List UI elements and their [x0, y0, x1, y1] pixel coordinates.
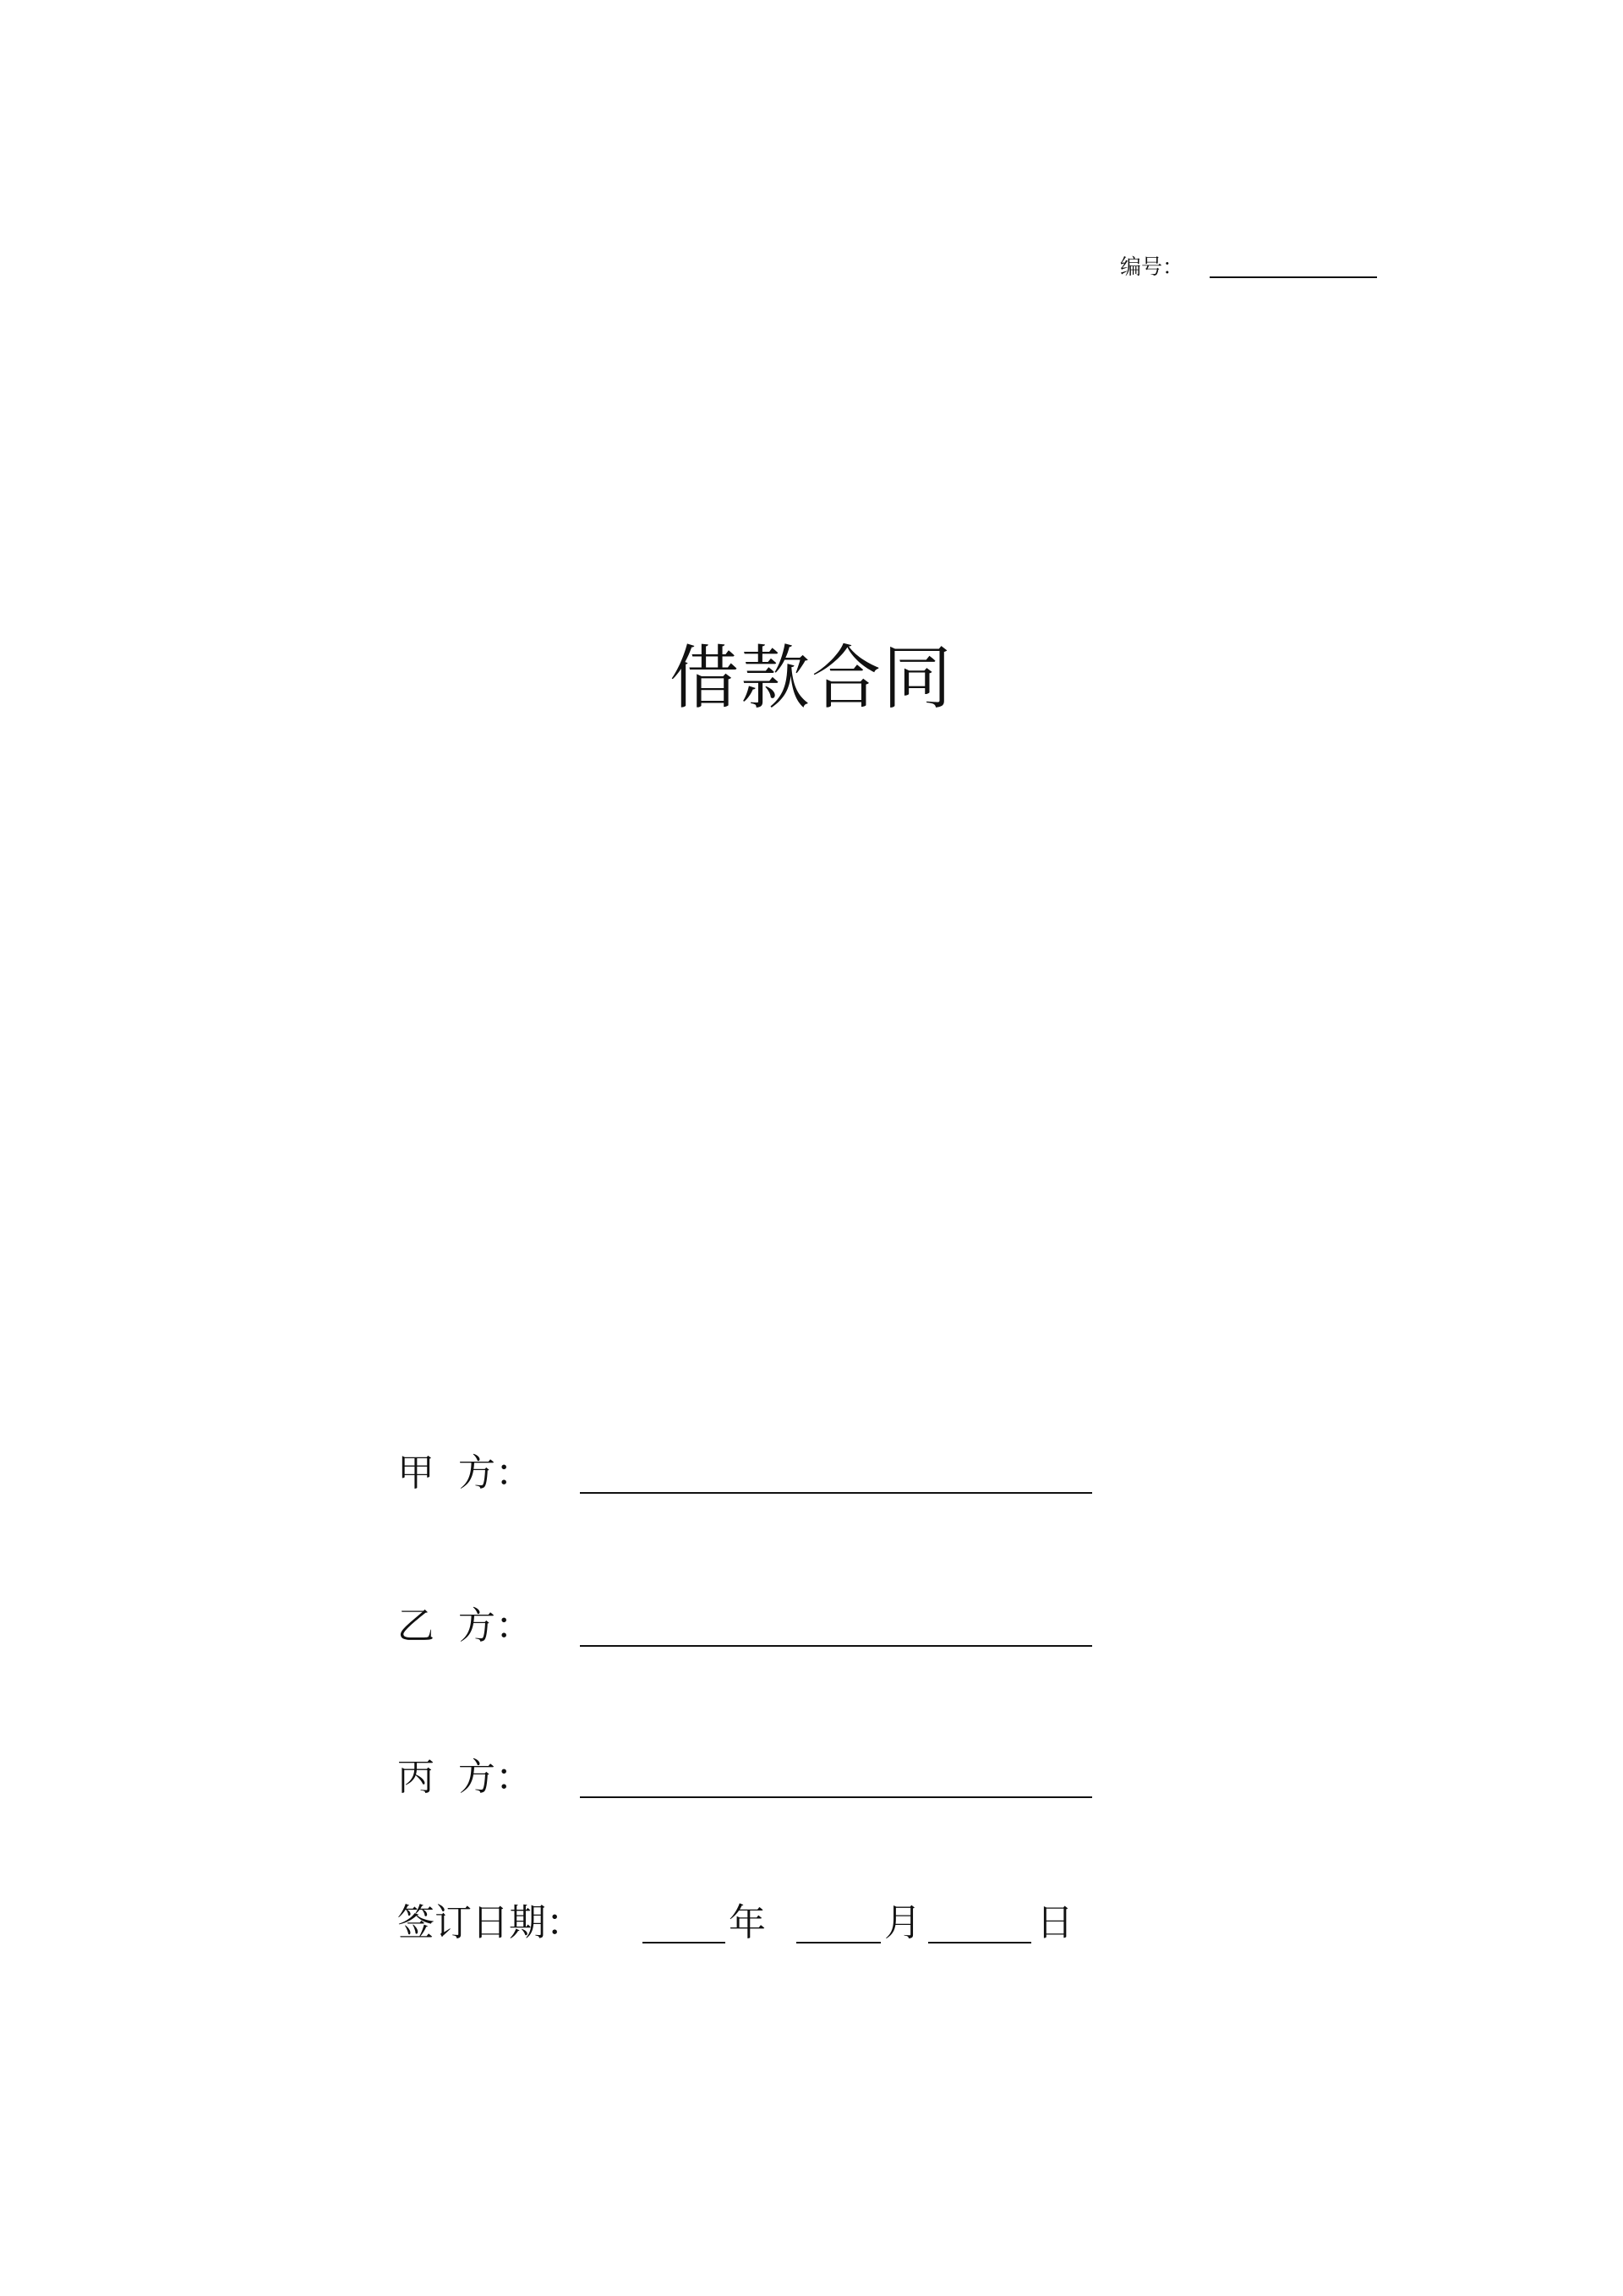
party-c-label-suffix: 方：: [458, 1756, 533, 1799]
party-a-label-char: 甲: [397, 1451, 434, 1495]
day-blank: [928, 1942, 1031, 1943]
serial-number-blank: [1210, 276, 1377, 278]
signing-date-label: 签订日期：: [397, 1901, 583, 1944]
year-blank: [642, 1942, 725, 1943]
day-unit: 日: [1036, 1901, 1074, 1944]
party-c-blank: [580, 1796, 1092, 1798]
year-unit: 年: [729, 1901, 766, 1944]
document-title: 借款合同: [669, 638, 954, 719]
party-b-blank: [580, 1645, 1092, 1647]
party-b-label-suffix: 方：: [458, 1604, 533, 1648]
party-a-blank: [580, 1492, 1092, 1494]
month-blank: [796, 1942, 881, 1943]
party-b-label-char: 乙: [397, 1604, 434, 1648]
serial-number-field: [1120, 250, 1183, 284]
party-a-label-suffix: 方：: [458, 1451, 533, 1495]
party-c-label-char: 丙: [397, 1756, 434, 1799]
month-unit: 月: [884, 1901, 921, 1944]
serial-number-label: 编号：: [1120, 254, 1184, 279]
